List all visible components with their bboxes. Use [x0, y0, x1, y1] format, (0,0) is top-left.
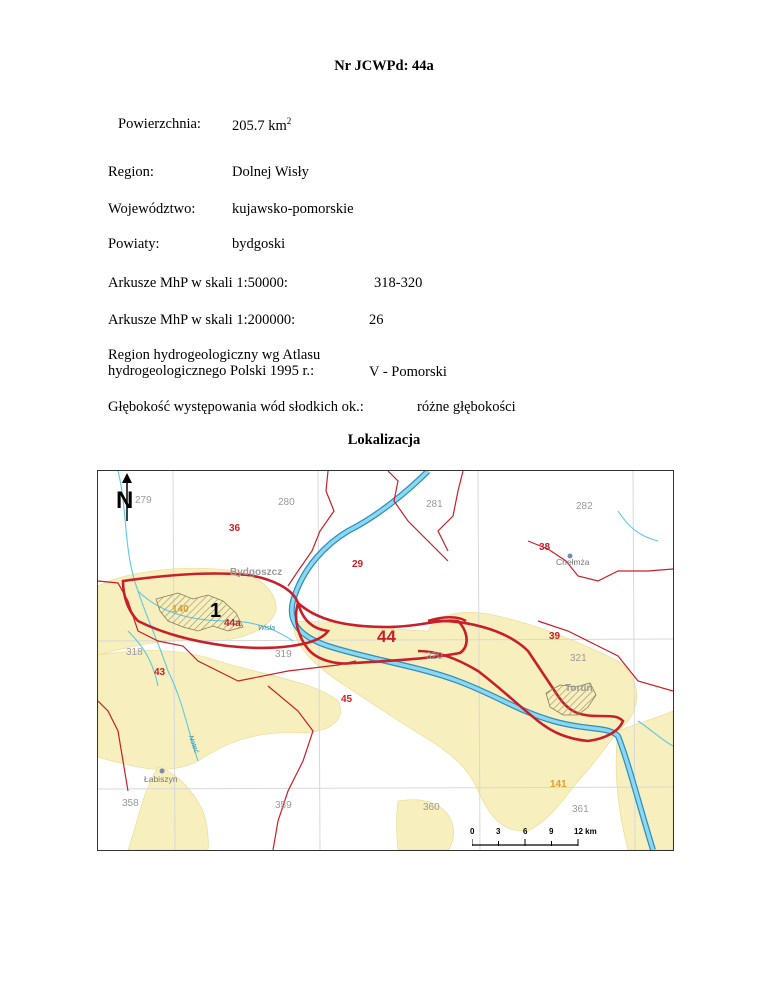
yellow-label-141: 141: [550, 779, 567, 790]
sheet-number-361: 361: [572, 804, 589, 815]
voivodeship-label: Województwo:: [108, 201, 196, 217]
town-marker-labiszyn: [160, 769, 165, 774]
region-number-29: 29: [352, 559, 364, 570]
scale-tick-12-km: 12 km: [574, 827, 597, 836]
zone-label-1: 1: [210, 600, 222, 622]
region-label: Region:: [108, 164, 154, 180]
sub-region-label-44a: 44a: [224, 618, 241, 629]
region-number-39: 39: [549, 631, 561, 642]
scale-bar: [472, 839, 580, 847]
yellow-label-140: 140: [172, 604, 189, 615]
hydro-region-label-line2: hydrogeologicznego Polski 1995 r.:: [108, 363, 315, 379]
sheets-50k-value: 318-320: [374, 275, 423, 291]
sheet-number-320: 320: [426, 651, 443, 662]
boundary-line-3: [438, 471, 463, 551]
sheet-number-359: 359: [275, 800, 292, 811]
region-number-36: 36: [229, 523, 241, 534]
sheet-number-281: 281: [426, 499, 443, 510]
region-number-38: 38: [539, 542, 551, 553]
scale-tick-9: 9: [549, 827, 554, 836]
region-number-43: 43: [154, 667, 166, 678]
location-map: [97, 470, 674, 851]
hydro-region-value: V - Pomorski: [369, 364, 447, 380]
main-region-label-44: 44: [377, 627, 396, 646]
section-heading-localization: Lokalizacja: [347, 432, 421, 448]
area-label: Powierzchnia:: [118, 116, 201, 132]
sheet-number-282: 282: [576, 501, 593, 512]
counties-label: Powiaty:: [108, 236, 160, 252]
sheet-number-360: 360: [423, 802, 440, 813]
scale-bar-graphic: [472, 839, 580, 847]
sheet-number-280: 280: [278, 497, 295, 508]
town-label-labiszyn: Łabiszyn: [144, 774, 178, 784]
sheet-number-319: 319: [275, 649, 292, 660]
sheet-number-318: 318: [126, 647, 143, 658]
counties-value: bydgoski: [232, 236, 286, 252]
river-label-notec: Noteć: [186, 734, 200, 755]
depth-label: Głębokość występowania wód słodkich ok.:: [108, 399, 364, 415]
voivodeship-value: kujawsko-pomorskie: [232, 201, 354, 217]
stream-5: [618, 511, 658, 541]
town-label-torun: Toruń: [565, 683, 593, 694]
sheet-number-279: 279: [135, 495, 152, 506]
aquifer-area-southwest: [98, 650, 341, 769]
area-unit-superscript: 2: [286, 116, 292, 126]
town-label-chelmza: Chełmża: [556, 557, 590, 567]
hydro-region-label-line1: Region hydrogeologiczny wg Atlasu: [108, 347, 321, 363]
region-number-45: 45: [341, 694, 353, 705]
scale-tick-3: 3: [496, 827, 501, 836]
scale-tick-0: 0: [470, 827, 475, 836]
region-value: Dolnej Wisły: [232, 164, 309, 180]
depth-value: różne głębokości: [417, 399, 516, 415]
sheets-200k-label: Arkusze MhP w skali 1:200000:: [108, 312, 296, 328]
sheets-200k-value: 26: [369, 312, 384, 328]
area-value: 205.7 $km^2$: [232, 116, 292, 134]
river-label-wisla: Wisła: [258, 625, 276, 632]
sheet-number-321: 321: [570, 653, 587, 664]
sheets-50k-label: Arkusze MhP w skali 1:50000:: [108, 275, 288, 291]
sheet-number-358: 358: [122, 798, 139, 809]
document-title: Nr JCWPd: 44a: [334, 58, 434, 74]
town-label-bydgoszcz: Bydgoszcz: [230, 567, 283, 578]
north-label: N: [116, 487, 134, 514]
scale-tick-6: 6: [523, 827, 528, 836]
